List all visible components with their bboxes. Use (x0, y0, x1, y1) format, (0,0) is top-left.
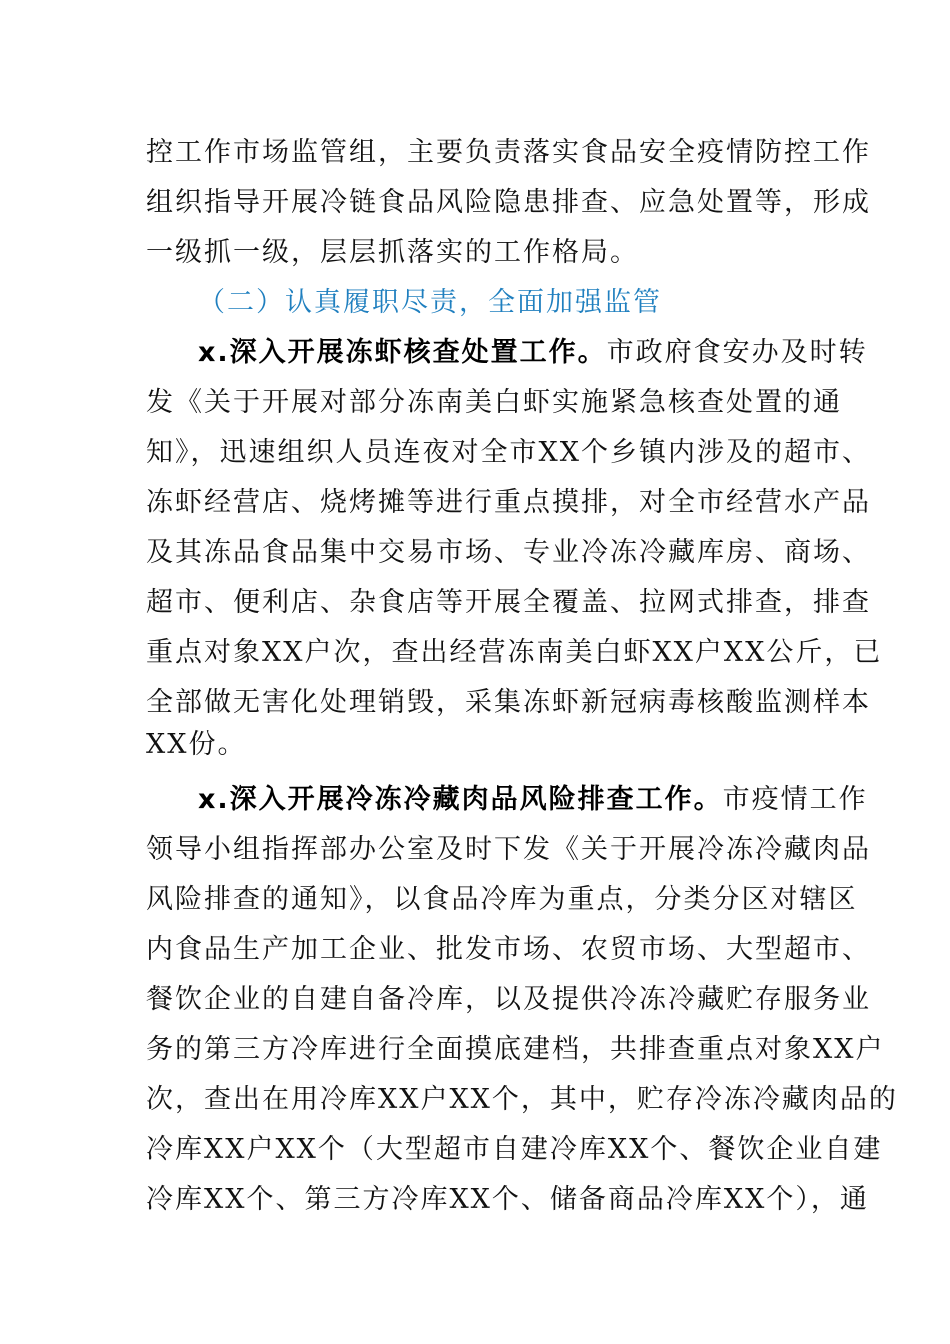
item1-line-6: 重点对象XX户次，查出经营冻南美白虾XX户XX公斤，已 (146, 637, 883, 668)
section-heading: （二）认真履职尽责，全面加强监管 (198, 287, 662, 318)
item1-line-7: 全部做无害化处理销毁，采集冻虾新冠病毒核酸监测样本 (146, 687, 871, 718)
item2-line-4: 餐饮企业的自建自备冷库，以及提供冷冻冷藏贮存服务业 (146, 984, 871, 1015)
item1-line-2: 知》，迅速组织人员连夜对全市XX个乡镇内涉及的超市、 (146, 437, 871, 468)
item2-line-7: 冷库XX户XX个（大型超市自建冷库XX个、餐饮企业自建 (146, 1134, 883, 1165)
item2-line-8: 冷库XX个、第三方冷库XX个、储备商品冷库XX个），通 (146, 1184, 869, 1215)
intro-line-2: 组织指导开展冷链食品风险隐患排查、应急处置等，形成 (146, 187, 871, 218)
item2-first-line (198, 775, 868, 825)
item2-title: x.深入开展冷冻冷藏肉品风险排查工作。 (198, 784, 723, 815)
item2-line-1: 领导小组指挥部办公室及时下发《关于开展冷冻冷藏肉品 (146, 834, 871, 865)
item1-first-line (198, 328, 868, 378)
item1-line-3: 冻虾经营店、烧烤摊等进行重点摸排，对全市经营水产品 (146, 487, 871, 518)
item1-line-1: 发《关于开展对部分冻南美白虾实施紧急核查处置的通 (146, 387, 842, 418)
item1-line-5: 超市、便利店、杂食店等开展全覆盖、拉网式排查，排查 (146, 587, 871, 618)
intro-line-3: 一级抓一级，层层抓落实的工作格局。 (146, 237, 639, 268)
item2-first-line-rest: 市疫情工作 (722, 784, 868, 815)
item2-line-6: 次，查出在用冷库XX户XX个，其中，贮存冷冻冷藏肉品的 (146, 1084, 898, 1115)
item2-line-3: 内食品生产加工企业、批发市场、农贸市场、大型超市、 (146, 934, 871, 965)
item1-first-line-rest: 市政府食安办及时转 (606, 337, 868, 368)
item1-line-4: 及其冻品食品集中交易市场、专业冷冻冷藏库房、商场、 (146, 537, 871, 568)
item2-line-2: 风险排查的通知》，以食品冷库为重点，分类分区对辖区 (146, 884, 858, 915)
item1-title: x.深入开展冻虾核查处置工作。 (198, 337, 607, 368)
intro-line-1: 控工作市场监管组，主要负责落实食品安全疫情防控工作 (146, 137, 871, 168)
item2-line-5: 务的第三方冷库进行全面摸底建档，共排查重点对象XX户 (146, 1034, 885, 1065)
item1-line-8: XX份。 (146, 729, 247, 760)
